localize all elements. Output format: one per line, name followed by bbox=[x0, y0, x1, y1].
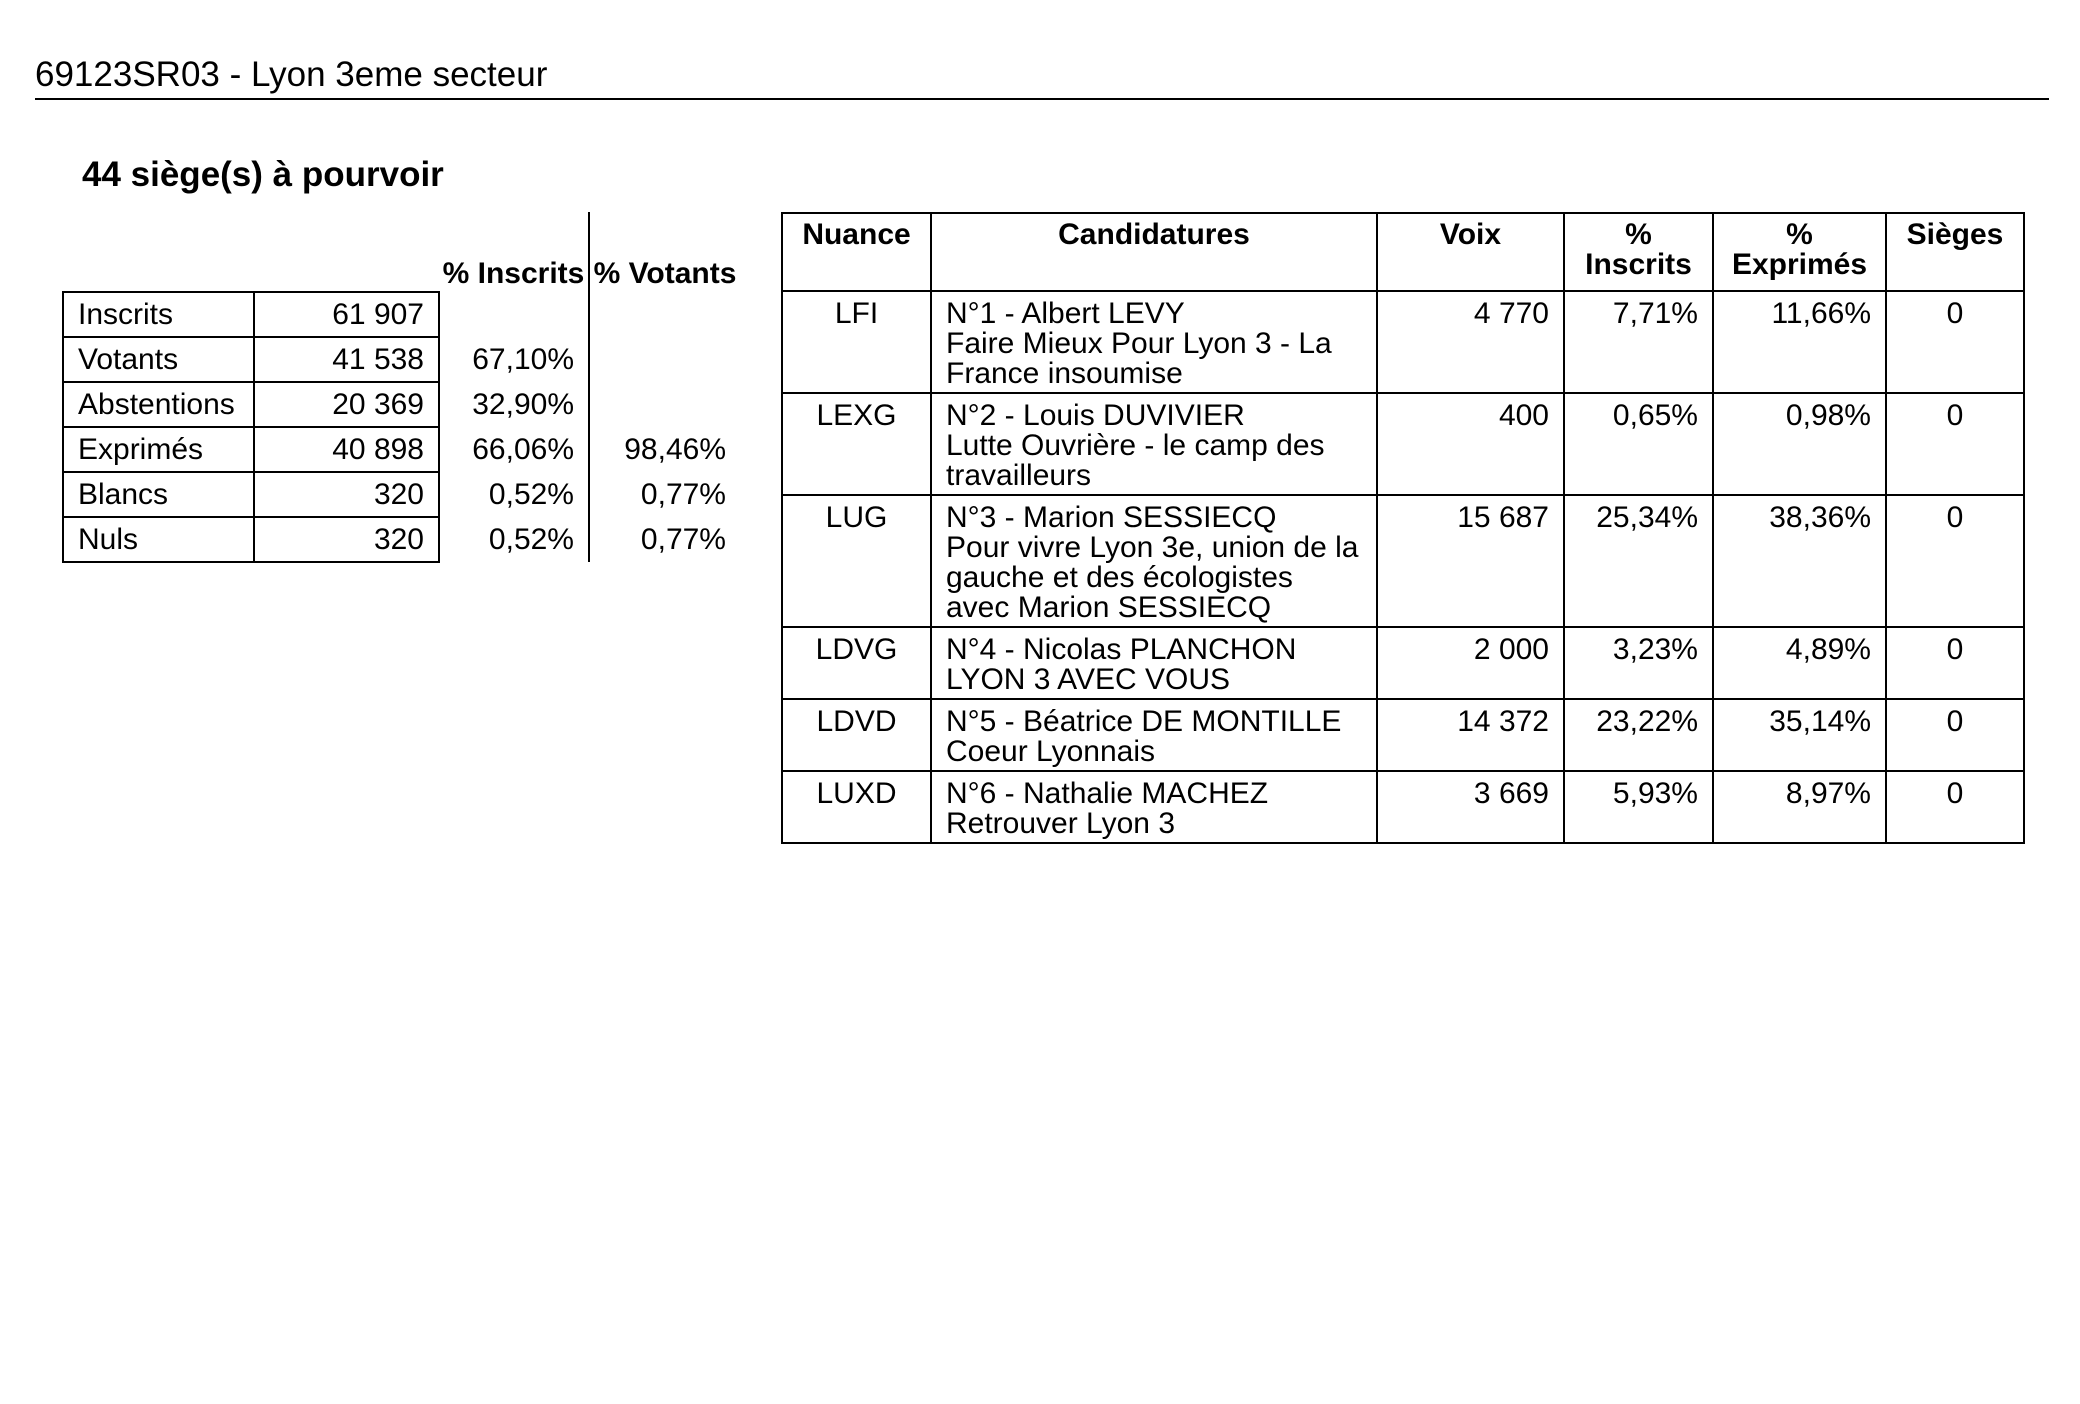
header-voix: Voix bbox=[1377, 213, 1564, 291]
candidature-cell bbox=[931, 771, 1377, 843]
candidate-row bbox=[782, 771, 2024, 843]
sieges-cell: 0 bbox=[1886, 495, 2024, 627]
stats-pct-inscrits: 32,90% bbox=[472, 387, 574, 421]
stats-row bbox=[63, 472, 740, 517]
header-pct-inscrits: % Inscrits bbox=[1564, 213, 1713, 291]
stats-value: 320 bbox=[254, 517, 439, 562]
voix-cell: 400 bbox=[1377, 393, 1564, 495]
stats-pct-inscrits: 0,52% bbox=[488, 522, 574, 556]
candidature-cell bbox=[931, 627, 1377, 699]
results-table bbox=[781, 212, 2025, 844]
stats-pct-votants: 0,77% bbox=[589, 517, 740, 562]
candidature-cell bbox=[931, 393, 1377, 495]
pct-inscrits-cell: 23,22% bbox=[1564, 699, 1713, 771]
candidate-name: N°1 - Albert LEVY bbox=[946, 297, 1185, 330]
header-sieges: Sièges bbox=[1886, 213, 2024, 291]
stats-label: Votants bbox=[63, 337, 254, 382]
pct-exprimes-cell: 38,36% bbox=[1713, 495, 1886, 627]
candidate-name: N°2 - Louis DUVIVIER bbox=[946, 399, 1245, 432]
nuance-cell: LUXD bbox=[782, 771, 931, 843]
stats-row bbox=[63, 292, 740, 337]
pct-inscrits-cell: 25,34% bbox=[1564, 495, 1713, 627]
voix-cell: 4 770 bbox=[1377, 291, 1564, 393]
seats-heading: 44 siège(s) à pourvoir bbox=[82, 155, 444, 194]
candidate-name: N°3 - Marion SESSIECQ bbox=[946, 501, 1277, 534]
stats-label: Exprimés bbox=[63, 427, 254, 472]
stats-pct-inscrits: 0,52% bbox=[488, 477, 574, 511]
candidate-name: N°6 - Nathalie MACHEZ bbox=[946, 777, 1269, 810]
pct-inscrits-cell: 7,71% bbox=[1564, 291, 1713, 393]
nuance-cell: LDVG bbox=[782, 627, 931, 699]
sieges-cell: 0 bbox=[1886, 771, 2024, 843]
stats-row bbox=[63, 382, 740, 427]
voix-cell: 2 000 bbox=[1377, 627, 1564, 699]
stats-value: 41 538 bbox=[254, 337, 439, 382]
candidature-cell bbox=[931, 699, 1377, 771]
voix-cell: 3 669 bbox=[1377, 771, 1564, 843]
pct-inscrits-cell: 5,93% bbox=[1564, 771, 1713, 843]
stats-label: Nuls bbox=[63, 517, 254, 562]
stats-header-pct-votants bbox=[589, 212, 740, 292]
stats-pct-inscrits: 66,06% bbox=[472, 432, 574, 466]
page-title: 69123SR03 - Lyon 3eme secteur bbox=[35, 54, 2049, 100]
stats-pct-votants bbox=[589, 382, 740, 427]
header-nuance: Nuance bbox=[782, 213, 931, 291]
list-name: Retrouver Lyon 3 bbox=[946, 807, 1176, 840]
nuance-cell: LDVD bbox=[782, 699, 931, 771]
nuance-cell: LEXG bbox=[782, 393, 931, 495]
stats-blank-header bbox=[254, 212, 439, 292]
stats-pct-votants bbox=[589, 292, 740, 337]
pct-exprimes-cell: 4,89% bbox=[1713, 627, 1886, 699]
list-name: Pour vivre Lyon 3e, union de la gauche et des écologistes avec Marion SESSIECQ bbox=[946, 531, 1359, 624]
stats-label: Inscrits bbox=[63, 292, 254, 337]
stats-pct-inscrits: 67,10% bbox=[472, 342, 574, 376]
candidate-row bbox=[782, 495, 2024, 627]
candidate-row bbox=[782, 699, 2024, 771]
candidate-name: N°5 - Béatrice DE MONTILLE bbox=[946, 705, 1342, 738]
stats-value: 61 907 bbox=[254, 292, 439, 337]
candidate-row bbox=[782, 393, 2024, 495]
candidate-name: N°4 - Nicolas PLANCHON bbox=[946, 633, 1297, 666]
candidature-cell bbox=[931, 495, 1377, 627]
stats-pct-votants bbox=[589, 337, 740, 382]
sieges-cell: 0 bbox=[1886, 627, 2024, 699]
header-candidatures: Candidatures bbox=[931, 213, 1377, 291]
stats-label: Blancs bbox=[63, 472, 254, 517]
header-label: % Inscrits bbox=[442, 257, 585, 290]
stats-pct-votants: 98,46% bbox=[589, 427, 740, 472]
stats-pct-votants: 0,77% bbox=[589, 472, 740, 517]
pct-exprimes-cell: 35,14% bbox=[1713, 699, 1886, 771]
list-name: Coeur Lyonnais bbox=[946, 735, 1156, 768]
pct-exprimes-cell: 11,66% bbox=[1713, 291, 1886, 393]
stats-label: Abstentions bbox=[63, 382, 254, 427]
sieges-cell: 0 bbox=[1886, 291, 2024, 393]
stats-value: 320 bbox=[254, 472, 439, 517]
sieges-cell: 0 bbox=[1886, 393, 2024, 495]
voix-cell: 14 372 bbox=[1377, 699, 1564, 771]
voix-cell: 15 687 bbox=[1377, 495, 1564, 627]
candidate-row bbox=[782, 627, 2024, 699]
sieges-cell: 0 bbox=[1886, 699, 2024, 771]
nuance-cell: LFI bbox=[782, 291, 931, 393]
stats-blank-header bbox=[63, 212, 254, 292]
stats-row bbox=[63, 427, 740, 472]
nuance-cell: LUG bbox=[782, 495, 931, 627]
pct-exprimes-cell: 0,98% bbox=[1713, 393, 1886, 495]
header-pct-exprimes: % Exprimés bbox=[1713, 213, 1886, 291]
list-name: Faire Mieux Pour Lyon 3 - La France insoumise bbox=[946, 327, 1332, 390]
header-label: % Votants bbox=[593, 257, 737, 290]
pct-inscrits-cell: 0,65% bbox=[1564, 393, 1713, 495]
list-name: LYON 3 AVEC VOUS bbox=[946, 663, 1230, 696]
stats-pct-inscrits bbox=[439, 292, 589, 337]
stats-row bbox=[63, 337, 740, 382]
stats-header-pct-inscrits bbox=[439, 212, 589, 292]
stats-value: 20 369 bbox=[254, 382, 439, 427]
candidature-cell bbox=[931, 291, 1377, 393]
pct-inscrits-cell: 3,23% bbox=[1564, 627, 1713, 699]
turnout-table bbox=[62, 212, 740, 563]
pct-exprimes-cell: 8,97% bbox=[1713, 771, 1886, 843]
stats-value: 40 898 bbox=[254, 427, 439, 472]
stats-row bbox=[63, 517, 740, 562]
list-name: Lutte Ouvrière - le camp des travailleurs bbox=[946, 429, 1325, 492]
candidate-row bbox=[782, 291, 2024, 393]
